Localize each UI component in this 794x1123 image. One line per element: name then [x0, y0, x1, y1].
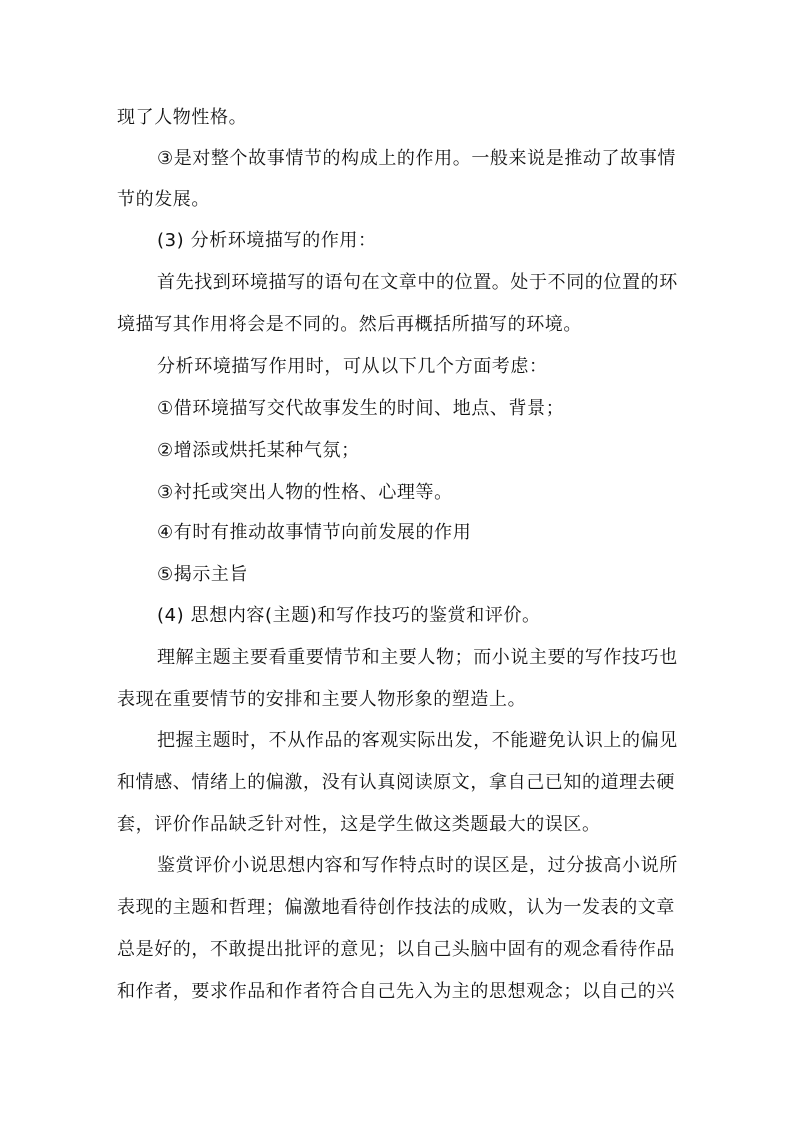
list-item: ⑤揭示主旨	[157, 564, 249, 585]
text-line: 理解主题主要看重要情节和主要人物；而小说主要的写作技巧也	[157, 647, 678, 668]
text-line: 和情感、情绪上的偏激，没有认真阅读原文，拿自己已知的道理去硬	[117, 772, 675, 793]
text-line: 套，评价作品缺乏针对性，这是学生做这类题最大的误区。	[117, 814, 601, 835]
text-line: 和作者，要求作品和作者符合自己先入为主的思想观念；以自己的兴	[117, 981, 675, 1002]
text-line: 分析环境描写作用时，可从以下几个方面考虑：	[157, 356, 548, 377]
text-line: 表现在重要情节的安排和主要人物形象的塑造上。	[117, 689, 527, 710]
text-line: 现了人物性格。	[117, 107, 248, 128]
text-line: 表现的主题和哲理；偏激地看待创作技法的成败，认为一发表的文章	[117, 897, 675, 918]
list-item: ④有时有推动故事情节向前发展的作用	[157, 522, 472, 543]
list-item: ①借环境描写交代故事发生的时间、地点、背景；	[157, 398, 565, 419]
text-line: 首先找到环境描写的语句在文章中的位置。处于不同的位置的环	[157, 272, 678, 293]
text-line: 总是好的，不敢提出批评的意见；以自己头脑中固有的观念看待作品	[117, 939, 675, 960]
list-item: ③衬托或突出人物的性格、心理等。	[157, 482, 453, 503]
section-heading: (4) 思想内容(主题)和写作技巧的鉴赏和评价。	[157, 605, 541, 626]
text-line: 节的发展。	[117, 189, 210, 210]
text-line: 境描写其作用将会是不同的。然后再概括所描写的环境。	[117, 314, 582, 335]
text-line: 把握主题时，不从作品的客观实际出发，不能避免认识上的偏见	[157, 730, 678, 751]
text-line: 鉴赏评价小说思想内容和写作特点时的误区是，过分拔高小说所	[157, 855, 678, 876]
text-line: ③是对整个故事情节的构成上的作用。一般来说是推动了故事情	[157, 148, 676, 169]
section-heading: (3) 分析环境描写的作用：	[157, 230, 377, 251]
list-item: ②增添或烘托某种气氛；	[157, 440, 360, 461]
